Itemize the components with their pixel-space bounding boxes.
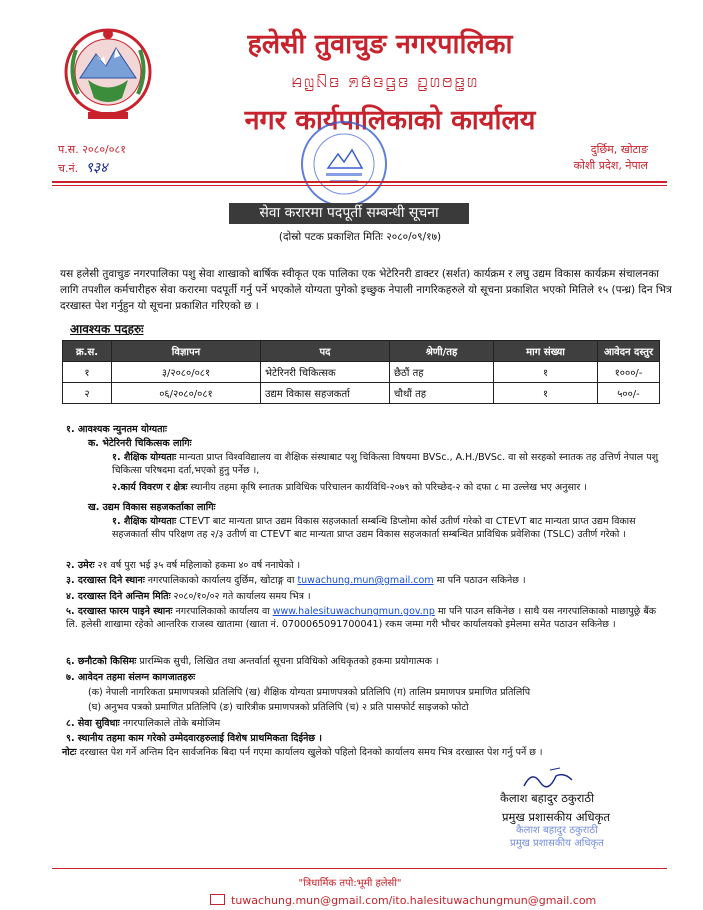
dispatch-label: च.नं. bbox=[58, 162, 79, 175]
cell-level: चौथौं तह bbox=[390, 383, 494, 404]
intro-paragraph: यस हलेसी तुवाचुङ नगरपालिका पशु सेवा शाखाको बार्षिक स्वीकृत एक पालिका एक भेटेरिनरी डाक्टर (सर्शत) कार्यक्रम र लघु उद्यम विकास कार्यक्रम संचालनका लागि तपशील कर्मचारीहरु सेवा करारमा पदपूर्ती गर्नु पर्ने भएकोले योग्यता पुगेको इच्छुक नेपाली नागरिकहरुले यो सूचना प्रकाशित भएको मितिले १५ (पन्ध्र) दिन भित्र दरखास्त पेश गर्नुहुन यो सूचना प्रकाशित गरिएको छ । bbox=[60, 268, 672, 312]
footer-divider bbox=[52, 868, 667, 869]
address-line-1: दुर्छिम, खोटाङ bbox=[590, 143, 648, 156]
age-text: २१ वर्ष पुरा भई ३५ वर्ष महिलाको हकमा ४० वर्ष ननाघेको । bbox=[94, 560, 301, 571]
website-link[interactable]: www.halesituwachungmun.gov.np bbox=[272, 606, 435, 617]
note bbox=[62, 746, 672, 759]
cell-advert: ०६/२०८०/०८१ bbox=[112, 383, 261, 404]
cell-sn: १ bbox=[63, 362, 112, 383]
section-age bbox=[66, 559, 666, 572]
col-demand: माग संख्या bbox=[494, 341, 598, 362]
selection-label: ६. छनौटको किसिमः bbox=[66, 656, 137, 667]
section-documents: ७. आवेदन तहमा संलग्न कागजातहरुः bbox=[66, 672, 196, 683]
header-divider-thin bbox=[52, 185, 667, 186]
posts-table bbox=[62, 340, 660, 404]
col-post: पद bbox=[261, 341, 390, 362]
col-fee: आवेदन दस्तुर bbox=[598, 341, 660, 362]
section-qualification: १. आवश्यक न्युनतम योग्यताः bbox=[66, 424, 167, 435]
municipality-emblem bbox=[58, 20, 158, 125]
form-location-tail: मा पनि पाउन सकिनेछ । साथै यस नगरपालिकाको माछापुछ्रे बैंक लि. हलेसी शाखामा रहेको आन्तरिक राजस्व खातामा (खाता नं. 0700065091700041) रकम जम्मा गरी भौचर कार्यालयको इमेलमा समेत पठाउन सकिनेछ । bbox=[66, 606, 657, 630]
cell-demand: १ bbox=[494, 362, 598, 383]
section-form-location bbox=[66, 605, 666, 631]
cell-demand: १ bbox=[494, 383, 598, 404]
section-priority: ९. स्थानीय तहमा काम गरेको उम्मेदवारहरुलाई विशेष प्राथमिकता दिईनेछ । bbox=[66, 733, 322, 744]
col-advert: विज्ञापन bbox=[112, 341, 261, 362]
municipality-name: हलेसी तुवाचुङ नगरपालिका bbox=[247, 29, 513, 60]
municipality-name-limbu: ꤌꤜꤡꤢ ꤎꤢꤨꤢꤞꤢ ꤑꤛꤥꤢ꤭ꤛ bbox=[291, 70, 479, 92]
dispatch-number bbox=[58, 158, 107, 177]
benefits-label: ८. सेवा सुविधाः bbox=[66, 718, 120, 729]
notice-subtitle: (दोस्रो पटक प्रकाशित मितिः २०८०/०९/१७) bbox=[278, 231, 442, 243]
mail-icon bbox=[210, 894, 225, 905]
cell-fee: १०००/- bbox=[598, 362, 660, 383]
table-row bbox=[63, 383, 660, 404]
deadline-label: ४. दरखास्त दिने अन्तिम मितिः bbox=[66, 591, 171, 602]
cell-post: उद्यम विकास सहजकर्ता bbox=[261, 383, 390, 404]
vet-job-label: २.कार्य विवरण र क्षेत्रः bbox=[112, 482, 188, 493]
table-header-row bbox=[63, 341, 660, 362]
section-vet-heading: क. भेटेरिनरी चिकित्सक लागिः bbox=[88, 438, 192, 449]
vet-education bbox=[112, 451, 667, 477]
submission-email-link[interactable]: tuwachung.mun@gmail.com bbox=[297, 575, 434, 586]
signatory-stamp-line-2: प्रमुख प्रशासकीय अधिकृत bbox=[510, 838, 604, 849]
deadline-text: २०८०/१०/०२ गते कार्यालय समय भित्र । bbox=[170, 591, 311, 602]
documents-line-1: (क) नेपाली नागरिकता प्रमाणपत्रको प्रतिलिपि (ख) शैक्षिक योग्यता प्रमाणपत्रको प्रतिलिपि (ग) तालिम प्रमाणपत्र प्रमाणित प्रतिलिपि bbox=[88, 687, 531, 698]
submission-place-text: नगरपालिकाको कार्यालय दुर्छिम, खोटाङ्ग वा bbox=[144, 575, 298, 586]
note-text: दरखास्त पेश गर्ने अन्तिम दिन सार्वजनिक बिदा पर्न गएमा कार्यालय खुलेको पहिलो दिनको कार्यालय समय भित्र दरखास्त पेश गर्नु पर्ने छ । bbox=[76, 747, 543, 758]
form-location-text: नगरपालिकाको कार्यालय वा bbox=[172, 606, 273, 617]
vet-education-label: १. शैक्षिक योग्यताः bbox=[112, 452, 177, 463]
cell-fee: ५००/- bbox=[598, 383, 660, 404]
cell-sn: २ bbox=[63, 383, 112, 404]
dispatch-value: ९३४ bbox=[85, 160, 108, 176]
enterprise-education bbox=[112, 515, 667, 541]
submission-place-tail: मा पनि पठाउन सकिनेछ । bbox=[433, 575, 526, 586]
section-selection bbox=[66, 655, 666, 668]
section-deadline bbox=[66, 590, 666, 603]
footer-email[interactable]: tuwachung.mun@gmail.com/ito.halesituwachungmun@gmail.com bbox=[231, 894, 597, 907]
posts-heading: आवश्यक पदहरुः bbox=[70, 322, 144, 336]
section-enterprise-heading: ख. उद्यम विकास सहजकर्ताका लागिः bbox=[88, 502, 216, 513]
official-stamp bbox=[298, 118, 390, 210]
selection-text: प्रारम्भिक सुची, लिखित तथा अन्तर्वार्ता सूचना प्रविधिको अधिकृतको हकमा प्रयोगात्मक । bbox=[136, 656, 439, 667]
col-sn: क्र.स. bbox=[63, 341, 112, 362]
header-divider bbox=[52, 181, 667, 183]
signatory-name: कैलाश बहादुर ठकुराठी bbox=[500, 791, 595, 805]
footer-slogan: "त्रिधार्मिक तपो:भूमी हलेसी" bbox=[298, 878, 402, 889]
reference-number: प.स. २०८०/०८१ bbox=[58, 143, 126, 156]
notice-title: सेवा करारमा पदपूर्ती सम्बन्धी सूचना bbox=[229, 203, 469, 224]
cell-advert: ३/२०८०/०८१ bbox=[112, 362, 261, 383]
form-location-label: ५. दरखास्त फारम पाइने स्थानः bbox=[66, 606, 173, 617]
office-name: नगर कार्यपालिकाको कार्यालय bbox=[244, 105, 536, 136]
enterprise-education-text: CTEVT बाट मान्यता प्राप्त उद्यम विकास सहजकार्ता सम्बन्धि डिप्लोमा कोर्स उतीर्ण गरेको वा CTEVT बाट मान्यता प्राप्त उद्यम विकास सहजकार्ता सीप परिक्षण तह २/३ उतीर्ण वा CTEVT बाट मान्यता प्राप्त उद्यम विकास सहजकार्ता सम्बन्धित प्राविधिक प्रवेशिका (TSLC) उतीर्ण गरेको । bbox=[112, 516, 636, 540]
col-level: श्रेणी/तह bbox=[390, 341, 494, 362]
age-label: २. उमेरः bbox=[66, 560, 95, 571]
vet-education-text: मान्यता प्राप्त विश्वविद्यालय वा शैक्षिक संस्थाबाट पशु चिकित्सा विषयमा BVSc., A.H./BVSc. वा सो सरहको स्नातक तह उत्तिर्ण नेपाल पशु चिकित्सा परिषदमा दर्ता,भएको हुनु पर्नेछ ।, bbox=[112, 452, 659, 476]
section-submission-place bbox=[66, 574, 666, 587]
signatory-stamp-line-1: कैलाश बहादुर ठकुराठी bbox=[516, 825, 598, 836]
signatory-designation: प्रमुख प्रशासकीय अधिकृत bbox=[502, 810, 610, 824]
signature-scribble bbox=[520, 766, 580, 792]
address-line-2: कोशी प्रदेश, नेपाल bbox=[573, 159, 648, 172]
section-benefits bbox=[66, 717, 666, 730]
vet-job-text: स्थानीय तहमा कृषि स्नातक प्राविधिक परिचालन कार्यविधि-२०७९ को परिच्छेद-२ को दफा ८ मा उल्लेख भए अनुसार । bbox=[187, 482, 587, 493]
footer-contact bbox=[210, 893, 680, 907]
cell-level: छैठौं तह bbox=[390, 362, 494, 383]
note-label: नोटः bbox=[62, 747, 77, 758]
enterprise-education-label: १. शैक्षिक योग्यताः bbox=[112, 516, 177, 527]
vet-job-description bbox=[112, 481, 667, 494]
benefits-text: नगरपालिकाले तोके बमोजिम bbox=[119, 718, 221, 729]
documents-line-2: (घ) अनुभव पत्रको प्रमाणित प्रतिलिपि (ङ) चारित्रीक प्रमाणपत्रको प्रतिलिपि (च) २ प्रति पासफोर्ट साइजको फोटो bbox=[88, 702, 469, 713]
cell-post: भेटेरिनरी चिकित्सक bbox=[261, 362, 390, 383]
submission-place-label: ३. दरखास्त दिने स्थानः bbox=[66, 575, 145, 586]
table-row bbox=[63, 362, 660, 383]
